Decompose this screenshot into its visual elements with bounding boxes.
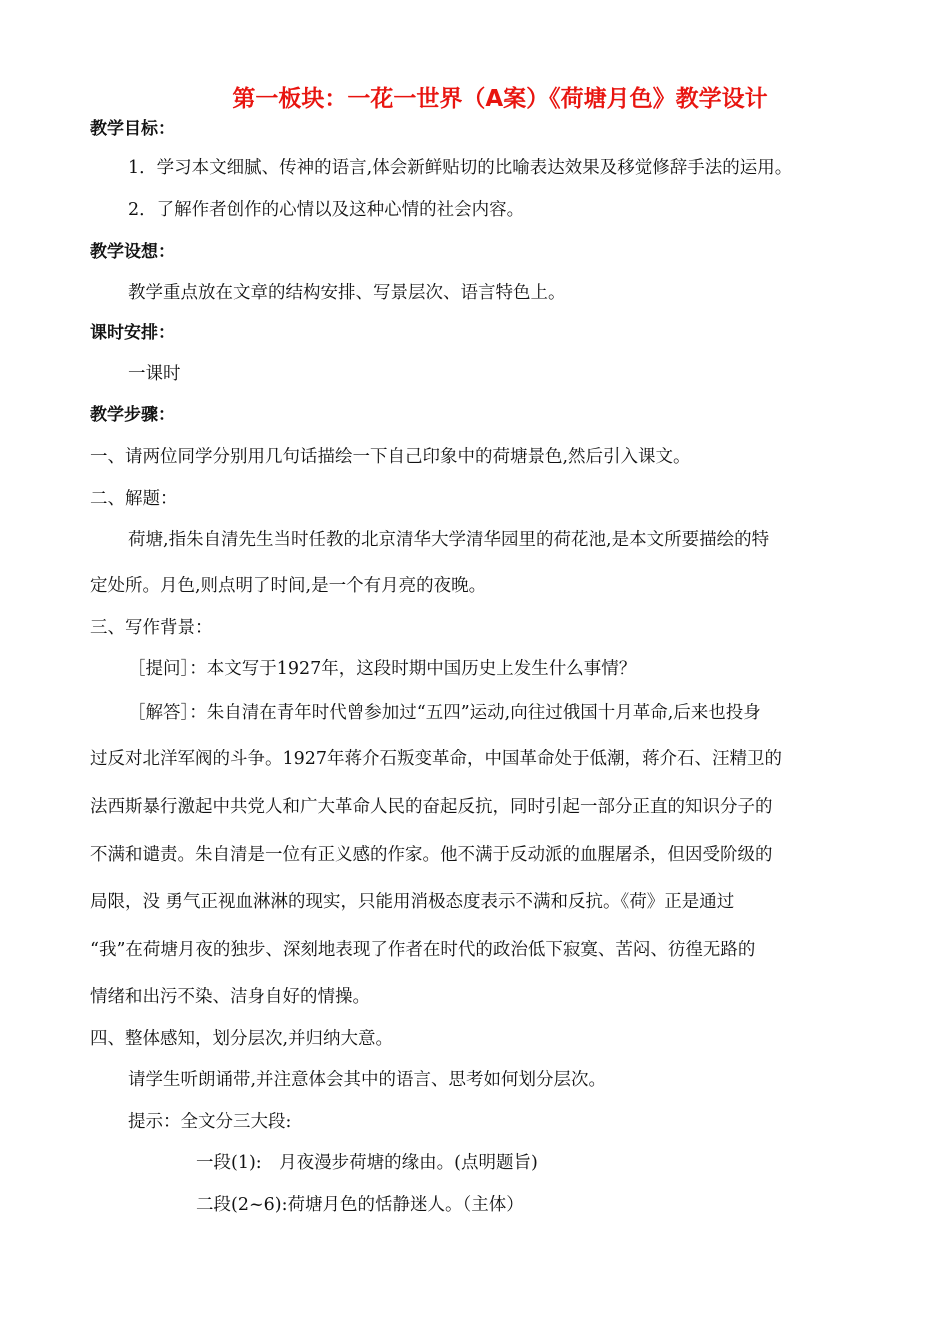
objectives-heading: 教学目标： — [90, 119, 175, 139]
step-1-text: 一、请两位同学分别用几句话描绘一下自己印象中的荷塘景色,然后引入课文。 — [90, 447, 691, 467]
step-3-heading: 三、写作背景： — [90, 618, 213, 638]
steps-heading: 教学步骤： — [90, 405, 175, 425]
objective-item-1: 1．学习本文细腻、传神的语言,体会新鲜贴切的比喻表达效果及移觉修辞手法的运用。 — [128, 158, 793, 178]
step-3-answer-line: 情绪和出污不染、洁身自好的情操。 — [90, 987, 370, 1007]
step-2-heading: 二、解题： — [90, 489, 178, 509]
document-title: 第一板块：一花一世界（A案）《荷塘月色》教学设计 — [232, 86, 768, 112]
schedule-heading: 课时安排： — [90, 323, 175, 343]
step-3-question: ［提问］：本文写于1927年，这段时期中国历史上发生什么事情？ — [128, 659, 637, 679]
step-4-part: 一段(1): 月夜漫步荷塘的缘由。(点明题旨) — [196, 1153, 538, 1173]
step-4-heading: 四、整体感知，划分层次,并归纳大意。 — [90, 1029, 394, 1049]
step-3-answer-line: 不满和谴责。朱自清是一位有正义感的作家。他不满于反动派的血腥屠杀，但因受阶级的 — [90, 845, 773, 865]
step-2-line: 定处所。月色,则点明了时间,是一个有月亮的夜晚。 — [90, 576, 487, 596]
step-3-answer-line: 局限，没 勇气正视血淋淋的现实，只能用消极态度表示不满和反抗。《荷》正是通过 — [90, 892, 735, 912]
step-3-answer-line: 法西斯暴行激起中共党人和广大革命人民的奋起反抗，同时引起一部分正直的知识分子的 — [90, 797, 773, 817]
step-4-part: 二段(2~6):荷塘月色的恬静迷人。（主体） — [196, 1195, 524, 1215]
schedule-text: 一课时 — [128, 364, 181, 384]
objective-item-2: 2．了解作者创作的心情以及这种心情的社会内容。 — [128, 200, 525, 220]
step-3-answer-line: “我”在荷塘月夜的独步、深刻地表现了作者在时代的政治低下寂寞、苦闷、彷徨无路的 — [90, 940, 756, 960]
step-4-text: 请学生听朗诵带,并注意体会其中的语言、思考如何划分层次。 — [128, 1070, 607, 1090]
step-3-answer-line: 过反对北洋军阀的斗争。1927年蒋介石叛变革命，中国革命处于低潮，蒋介石、汪精卫的 — [90, 749, 783, 769]
design-text: 教学重点放在文章的结构安排、写景层次、语言特色上。 — [128, 283, 566, 303]
step-4-hint: 提示：全文分三大段: — [128, 1112, 292, 1132]
step-2-line: 荷塘,指朱自清先生当时任教的北京清华大学清华园里的荷花池,是本文所要描绘的特 — [128, 530, 770, 550]
design-heading: 教学设想： — [90, 242, 175, 262]
step-3-answer-line: ［解答］：朱自清在青年时代曾参加过“五四”运动,向往过俄国十月革命,后来也投身 — [128, 703, 761, 723]
